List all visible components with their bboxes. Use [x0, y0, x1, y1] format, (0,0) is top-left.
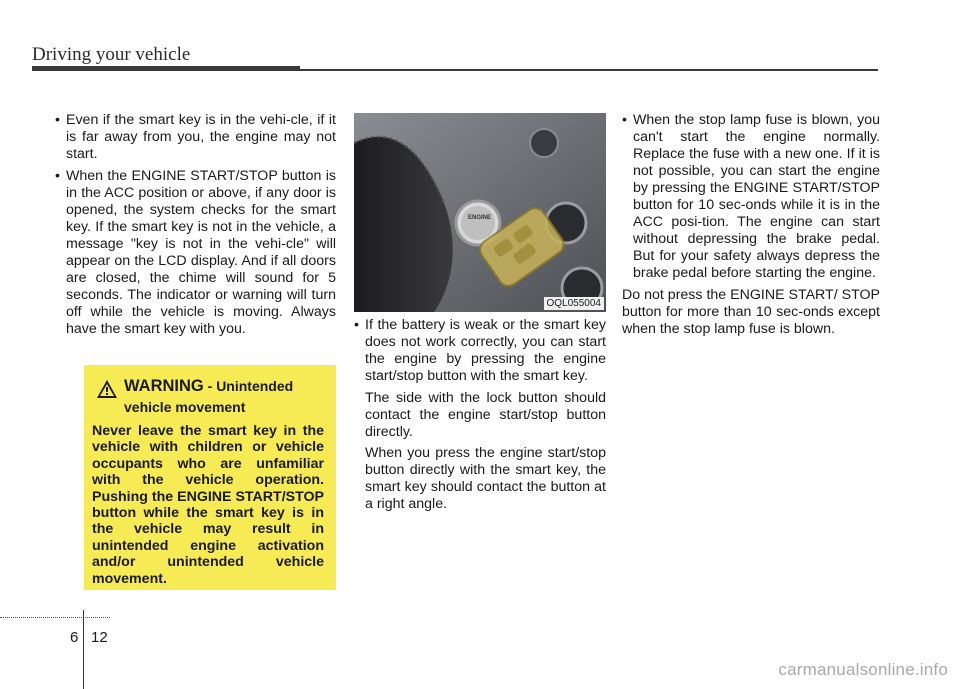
bullet-text: When the ENGINE START/STOP button is in the ACC position or above, if any door is opened, the system checks for the smart key. If the smart key is not in the vehicle, a message "key is not in the vehi-cle" will appear on the LCD display. And if all doors are closed, the chime will sound for 5 seconds. The indicator or warning will turn off while the vehicle is moving. Always have the smart key with you.	[66, 168, 336, 337]
section-number: 6	[70, 629, 79, 646]
sub-paragraph: When you press the engine start/stop button directly with the smart key, the smart key should contact the button at a right angle.	[365, 445, 606, 512]
page-number: 12	[91, 629, 108, 646]
warning-box	[84, 365, 336, 590]
start-button-label: ENGINE	[468, 215, 492, 221]
bullet-item: • Even if the smart key is in the vehi-cle, if it is far away from you, the engine may not start.	[55, 112, 336, 162]
column-left	[55, 112, 336, 343]
warning-body: Never leave the smart key in the vehicle with children or vehicle occupants who are unfamiliar with the vehicle operation. Pushing the ENGINE START/STOP button while the smart key is in the vehicle may result in unintended engine activation and/or unintended vehicle movement.	[92, 423, 325, 587]
bullet-text: If the battery is weak or the smart key does not work correctly, you can start the engine by pressing the engine start/stop button with the smart key.	[365, 317, 606, 384]
steering-wheel-key-illustration	[354, 113, 606, 312]
bullet-text: When the stop lamp fuse is blown, you can't start the engine normally. Replace the fuse with a new one. If it is not possible, you can start the engine by pressing the ENGINE START/STOP button for 10 sec-onds while it is in the ACC posi-tion. The engine can start without depressing the brake pedal. But for your safety always depress the brake pedal before starting the engine.	[633, 112, 880, 281]
bullet-item: • If the battery is weak or the smart key does not work correctly, you can start the engine by pressing the engine start/stop button with the smart key.	[354, 317, 606, 384]
warning-triangle-icon	[96, 379, 118, 399]
paragraph: Do not press the ENGINE START/ STOP button for more than 10 sec-onds except when the stop lamp fuse is blown.	[622, 287, 880, 337]
warning-title: WARNING	[124, 377, 204, 395]
warning-subtitle: - Unintended	[203, 378, 294, 394]
footer-divider	[83, 610, 84, 689]
bullet-item: • When the ENGINE START/STOP button is in the ACC position or above, if any door is opened, the system checks for the smart key. If the smart key is not in the vehicle, a message "key is not in the vehi-cle" will appear on the LCD display. And if all doors are closed, the chime will sound for 5 seconds. The indicator or warning will turn off while the vehicle is moving. Always have the smart key with you.	[55, 168, 336, 337]
bullet-item: • When the stop lamp fuse is blown, you can't start the engine normally. Replace the fuse with a new one. If it is not possible, you can start the engine by pressing the ENGINE START/STOP button for 10 sec-onds while it is in the ACC posi-tion. The engine can start without depressing the brake pedal. But for your safety always depress the brake pedal before starting the engine.	[622, 112, 880, 281]
column-middle	[354, 317, 606, 513]
header-title: Driving your vehicle	[32, 44, 191, 65]
header-rule-thick	[32, 66, 300, 71]
header-rule-thin	[300, 69, 878, 71]
bullet-text: Even if the smart key is in the vehi-cle, if it is far away from you, the engine may not start.	[66, 112, 336, 162]
sub-paragraph: The side with the lock button should contact the engine start/stop button directly.	[365, 390, 606, 440]
footer-rule	[0, 617, 110, 618]
column-right	[622, 112, 880, 338]
figure-code: OQL055004	[544, 297, 605, 310]
watermark: carmanualsonline.info	[778, 660, 948, 679]
warning-subtitle-line2: vehicle movement	[124, 399, 246, 415]
smart-key-photo	[354, 113, 606, 312]
